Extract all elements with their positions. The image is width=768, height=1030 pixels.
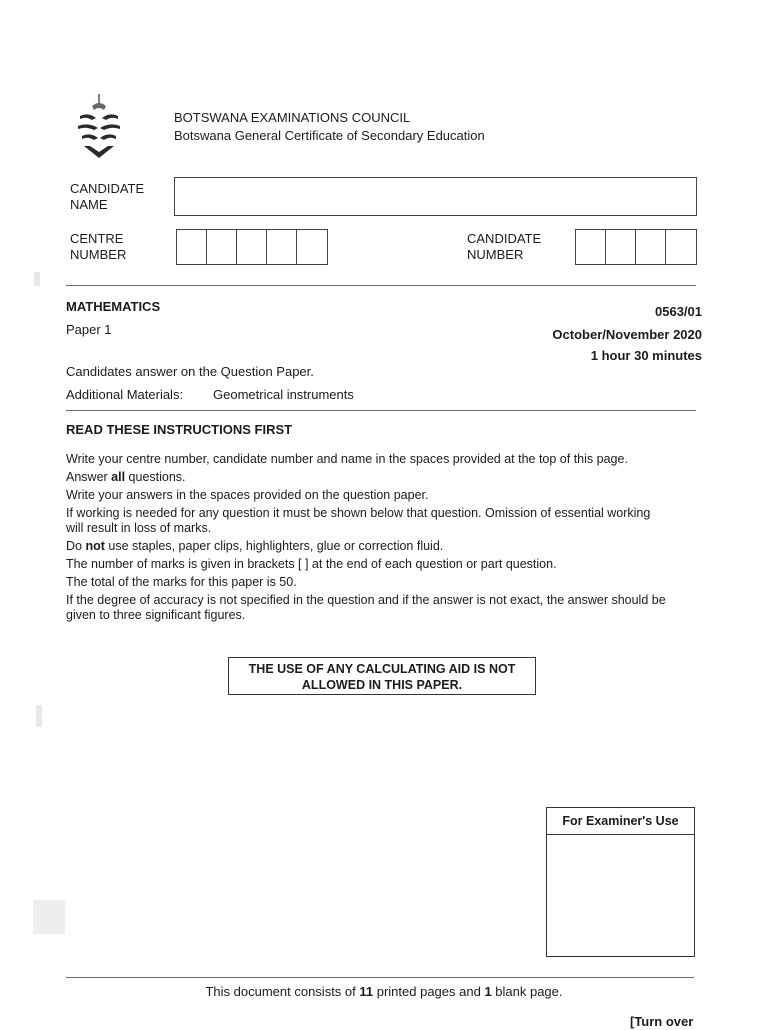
instruction-line: If working is needed for any question it must be shown below that question. Omission of essential working — [66, 506, 651, 520]
council-logo — [74, 92, 124, 162]
centre-number-digit[interactable] — [237, 230, 267, 264]
subject-title: MATHEMATICS — [66, 299, 161, 314]
candidate-number-label: CANDIDATE NUMBER — [467, 231, 542, 262]
instruction-line: The number of marks is given in brackets [ ] at the end of each question or part question. — [66, 557, 557, 571]
examiner-use-box — [546, 807, 695, 957]
divider — [66, 410, 696, 411]
centre-number-digit[interactable] — [267, 230, 297, 264]
candidate-number-digit[interactable] — [666, 230, 696, 264]
scan-artifact — [36, 705, 42, 727]
turn-over: [Turn over — [630, 1014, 694, 1029]
scan-artifact — [34, 272, 40, 286]
instruction-line: The total of the marks for this paper is 50. — [66, 575, 297, 589]
calculator-notice: THE USE OF ANY CALCULATING AID IS NOT ALLOWED IN THIS PAPER. — [228, 657, 536, 695]
candidate-name-label: CANDIDATE NAME — [70, 181, 145, 212]
instructions-list — [66, 452, 706, 623]
instruction-line: Answer all questions. — [66, 470, 186, 484]
barcode-mark — [33, 900, 65, 934]
instruction-line: Write your centre number, candidate number and name in the spaces provided at the top of this page. — [66, 452, 628, 466]
certificate-name: Botswana General Certificate of Secondary Education — [174, 128, 485, 143]
paper-number: Paper 1 — [66, 322, 112, 337]
centre-number-digit[interactable] — [207, 230, 237, 264]
instruction-line: Write your answers in the spaces provided on the question paper. — [66, 488, 429, 502]
footer-divider — [66, 977, 694, 978]
centre-number-label: CENTRE NUMBER — [70, 231, 127, 262]
centre-number-digit[interactable] — [297, 230, 327, 264]
exam-session: October/November 2020 — [552, 327, 702, 342]
candidate-number-boxes[interactable] — [575, 229, 697, 265]
divider — [66, 285, 696, 286]
candidate-number-digit[interactable] — [576, 230, 606, 264]
candidate-name-field[interactable] — [174, 177, 697, 216]
materials-value: Geometrical instruments — [213, 387, 354, 402]
council-name: BOTSWANA EXAMINATIONS COUNCIL — [174, 110, 411, 125]
candidate-number-digit[interactable] — [606, 230, 636, 264]
candidate-number-digit[interactable] — [636, 230, 666, 264]
materials-label: Additional Materials: — [66, 387, 184, 402]
examiner-use-label: For Examiner's Use — [547, 808, 694, 835]
instructions-heading: READ THESE INSTRUCTIONS FIRST — [66, 422, 293, 437]
centre-number-boxes[interactable] — [176, 229, 328, 265]
instruction-line: will result in loss of marks. — [66, 521, 212, 535]
exam-duration: 1 hour 30 minutes — [590, 348, 702, 363]
centre-number-digit[interactable] — [177, 230, 207, 264]
instruction-line: If the degree of accuracy is not specified in the question and if the answer is not exact, the answer should be — [66, 593, 666, 607]
page-count-note: This document consists of 11 printed pages and 1 blank page. — [205, 984, 563, 999]
answer-note: Candidates answer on the Question Paper. — [66, 364, 314, 379]
instruction-line: given to three significant figures. — [66, 608, 246, 622]
instruction-line: Do not use staples, paper clips, highlighters, glue or correction fluid. — [66, 539, 444, 553]
paper-code: 0563/01 — [655, 304, 702, 319]
